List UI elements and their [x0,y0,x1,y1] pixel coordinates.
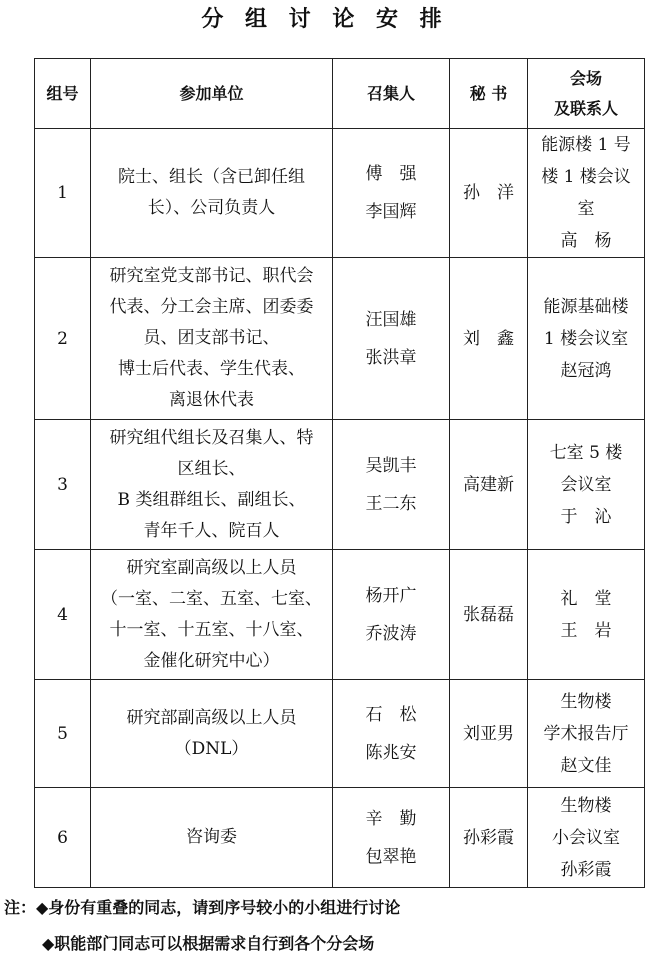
unit-cell [91,129,333,258]
convener-name: 王二东 [365,493,417,514]
header-row [35,59,645,129]
note-line: 注：◆身份有重叠的同志，请到序号较小的小组进行讨论 [4,898,401,917]
header-venue [528,59,645,129]
convener-name: 汪国雄 [365,309,417,330]
unit-line: 博士后代表、学生代表、 [118,359,305,379]
unit-line: 十一室、十五室、十八室、 [109,619,314,640]
venue-cell [528,258,645,420]
convener-name: 李国辉 [365,202,417,222]
convener-cell [333,550,450,680]
venue-cell [528,420,645,550]
header-venue-line: 及联系人 [553,98,618,118]
convener-cell [333,680,450,788]
venue-line: 高 杨 [560,231,612,251]
venue-line: 赵文佳 [560,755,612,776]
notes [4,890,400,962]
header-secretary: 秘 书 [450,59,528,129]
unit-line: 青年千人、院百人 [143,520,280,541]
unit-line: 金催化研究中心） [143,650,280,671]
venue-line: 楼 1 楼会议 [541,167,631,187]
unit-line: 长）、公司负责人 [147,198,276,218]
convener-cell [333,258,450,420]
secretary-cell: 刘 鑫 [450,258,528,420]
venue-line: 赵冠鸿 [560,360,612,381]
table-row [35,680,645,788]
unit-cell [91,680,333,788]
unit-cell [91,258,333,420]
group-number: 4 [35,550,91,680]
table-row [35,550,645,680]
secretary-cell: 张磊磊 [450,550,528,680]
unit-line: （一室、二室、五室、七室、 [101,588,322,609]
convener-name: 乔波涛 [365,623,417,644]
unit-line: 研究部副高级以上人员 [126,707,297,728]
convener-name: 包翠艳 [365,846,417,867]
group-number: 3 [35,420,91,550]
convener-name: 杨开广 [365,585,417,606]
unit-line: 院士、组长（含已卸任组 [118,167,305,187]
convener-name: 吴凯丰 [365,455,417,476]
unit-line: B 类组群组长、副组长、 [117,489,306,510]
table-row [35,788,645,888]
convener-name: 辛 勤 [365,808,417,829]
unit-cell [91,788,333,888]
table-row [35,129,645,258]
schedule-table [34,58,645,888]
table-row [35,258,645,420]
unit-line: （DNL） [174,738,249,759]
venue-line: 能源基础楼 [543,296,629,317]
note-line: ◆职能部门同志可以根据需求自行到各个分会场 [42,934,375,953]
header-venue-line: 会场 [569,68,602,88]
convener-cell [333,788,450,888]
unit-cell [91,420,333,550]
convener-name: 傅 强 [365,164,417,184]
venue-line: 学术报告厅 [543,723,629,744]
group-number: 2 [35,258,91,420]
venue-line: 1 楼会议室 [543,328,629,349]
venue-line: 室 [577,199,595,219]
header-convener: 召集人 [333,59,450,129]
table-row [35,420,645,550]
header-unit: 参加单位 [91,59,333,129]
venue-line: 会议室 [560,474,612,495]
venue-line: 生物楼 [560,795,612,816]
unit-line: 研究室副高级以上人员 [126,557,297,578]
unit-line: 区组长、 [177,458,246,479]
unit-line: 员、团支部书记、 [143,328,280,348]
venue-cell [528,550,645,680]
page-title: 分 组 讨 论 安 排 [201,7,449,32]
venue-line: 孙彩霞 [560,859,612,880]
convener-name: 陈兆安 [365,742,417,763]
venue-line: 礼 堂 [560,588,612,609]
venue-cell [528,680,645,788]
unit-line: 研究组代组长及召集人、特 [109,427,314,448]
venue-line: 能源楼 1 号 [541,135,631,155]
unit-cell [91,550,333,680]
venue-cell [528,788,645,888]
venue-line: 七室 5 楼 [549,442,623,463]
venue-line: 王 岩 [560,620,612,641]
header-group-number: 组号 [35,59,91,129]
convener-name: 石 松 [365,704,417,725]
unit-line: 研究室党支部书记、职代会 [109,266,314,286]
convener-name: 张洪章 [365,347,417,368]
secretary-cell: 刘亚男 [450,680,528,788]
venue-line: 于 沁 [560,506,612,527]
unit-line: 离退休代表 [169,390,254,410]
secretary-cell: 孙彩霞 [450,788,528,888]
secretary-cell: 孙 洋 [450,129,528,258]
convener-cell [333,129,450,258]
unit-line: 代表、分工会主席、团委委 [109,297,314,317]
venue-cell [528,129,645,258]
venue-line: 小会议室 [552,827,620,848]
convener-cell [333,420,450,550]
venue-line: 生物楼 [560,691,612,712]
unit-line: 咨询委 [186,827,237,847]
group-number: 6 [35,788,91,888]
group-number: 1 [35,129,91,258]
group-number: 5 [35,680,91,788]
secretary-cell: 高建新 [450,420,528,550]
